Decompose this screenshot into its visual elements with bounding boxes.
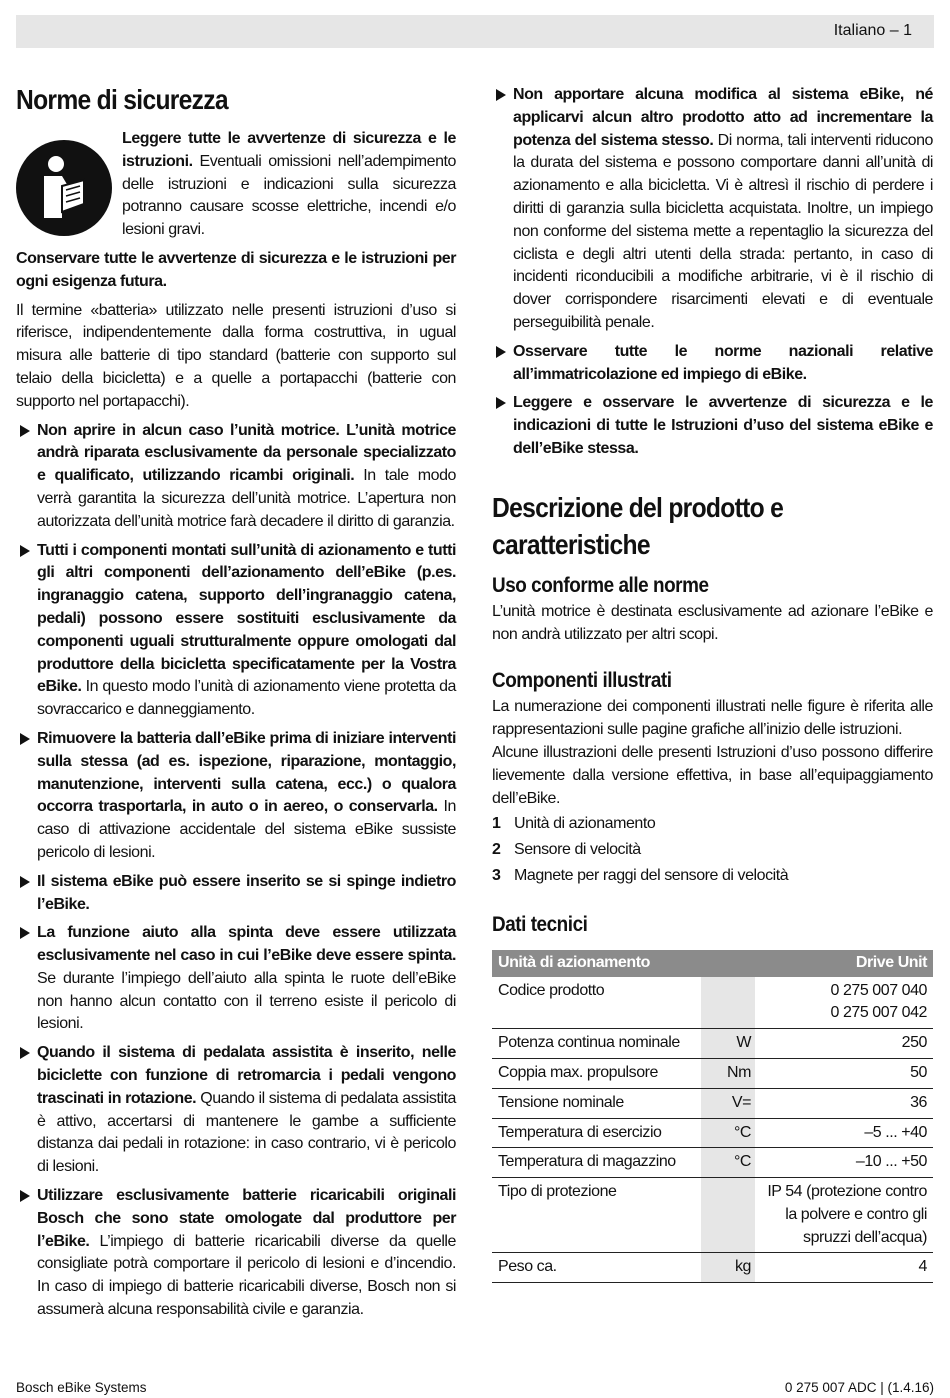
bullet-arrow-icon — [496, 346, 506, 358]
table-head-right: Drive Unit — [755, 950, 933, 977]
row-unit: °C — [701, 1148, 755, 1178]
component-item — [492, 839, 933, 862]
table-row — [492, 1148, 933, 1178]
bullet-text: Leggere e osservare le avvertenze di sicurezza e le indicazioni di tutte le Istruzioni d’uso del sistema eBike e dell’eBike stessa. — [513, 394, 933, 457]
intro-paragraph: Leggere tutte le avvertenze di sicurezza e le istruzioni. Eventuali omissioni nell’adempimento delle istruzioni e indicazioni sulla sicurezza potranno causare scosse elettriche, incendi e/o lesioni gravi. — [122, 130, 456, 239]
bullet-text: Utilizzare esclusivamente batterie ricaricabili originali Bosch che sono state omologate dal produttore per l’eBike. L’impiego di batterie ricaricabili diverse da quelle consigliate potrà comportare il pericolo di lesioni e d’incendio. In caso di impiego di batterie ricaricabili diverse, Bosch non si assumerà alcuna responsabilità civile e garanzia. — [37, 1187, 456, 1319]
table-row — [492, 1178, 933, 1253]
product-title: Descrizione del prodotto e caratteristiche — [492, 491, 784, 560]
row-unit — [701, 1178, 755, 1253]
page-number: Italiano – 1 — [833, 22, 912, 39]
table-body — [492, 977, 933, 1283]
table-head-unit — [701, 950, 755, 977]
row-unit: Nm — [701, 1058, 755, 1088]
tech-data-table — [492, 950, 933, 1284]
table-row — [492, 1029, 933, 1059]
right-column — [492, 84, 933, 1283]
row-label: Codice prodotto — [492, 977, 701, 1029]
safety-intro — [16, 128, 456, 242]
footer-brand: Bosch eBike Systems — [16, 1380, 147, 1395]
keep-instructions: Conservare tutte le avvertenze di sicurezza e le istruzioni per ogni esigenza futura. — [16, 249, 456, 290]
component-item — [492, 865, 933, 888]
row-unit: W — [701, 1029, 755, 1059]
component-number: 3 — [492, 866, 501, 884]
bullet-item — [16, 540, 456, 722]
row-unit: V= — [701, 1088, 755, 1118]
row-value: –10 ... +50 — [755, 1148, 933, 1178]
read-manual-icon — [16, 140, 112, 236]
bullet-arrow-icon — [20, 1190, 30, 1202]
bullet-text: Tutti i componenti montati sull’unità di azionamento e tutti gli altri componenti dell’azionamento dell’eBike (p.es. ingranaggio catena, supporto dell’ingranaggio catena, pedali) possono essere sostituiti esclusivamente da componenti uguali strutturalmente oppure omologati dal produttore della bicicletta specificatamente per la Vostra eBike. In questo modo l’unità di azionamento viene protetta da sovraccarico e danneggiamento. — [37, 541, 456, 719]
row-label: Temperatura di magazzino — [492, 1148, 701, 1178]
row-label: Tipo di protezione — [492, 1178, 701, 1253]
footer-code: 0 275 007 ADC | (1.4.16) — [784, 1380, 934, 1395]
tech-data-title: Dati tecnici — [492, 912, 588, 936]
row-value: 36 — [755, 1088, 933, 1118]
component-label: Unità di azionamento — [514, 815, 656, 833]
component-number: 2 — [492, 841, 501, 859]
bullet-arrow-icon — [20, 1047, 30, 1059]
table-row — [492, 1088, 933, 1118]
bullet-text: Non aprire in alcun caso l’unità motrice. L’unità motrice andrà riparata esclusivamente da personale specializzato e qualificato, utilizzando ricambi originali. In tale modo verrà garantita la sicurezza dell’unità motrice. L’apertura non autorizzata dell’unità motrice farà decadere il diritto di garanzia. — [37, 421, 456, 530]
left-column — [16, 84, 456, 1322]
table-header-row — [492, 950, 933, 977]
bullet-item — [16, 871, 456, 917]
components-text-1: La numerazione dei componenti illustrati nelle figure è riferita alle rappresentazioni sulle pagine grafiche all’inizio delle istruzioni. — [492, 698, 933, 739]
bullet-arrow-icon — [496, 89, 506, 101]
bullet-text: Rimuovere la batteria dall’eBike prima di iniziare interventi sulla stessa (ad es. ispezione, riparazione, montaggio, manutenzione, interventi sulla catena, ecc.) o qualora occorra trasportarla, in auto o in aereo, o conservarla. In caso di attivazione accidentale del sistema eBike sussiste pericolo di lesioni. — [37, 729, 456, 861]
row-unit — [701, 977, 755, 1029]
component-item — [492, 813, 933, 836]
table-row — [492, 977, 933, 1029]
battery-note: Il termine «batteria» utilizzato nelle presenti istruzioni d’uso si riferisce, indipendentemente dalla forma costruttiva, in ugual misura alle batterie di tipo standard (batterie con supporto sul telaio della bicicletta) e a quelle a portapacchi (batterie con supporto nel portapacchi). — [16, 301, 456, 410]
page-header-bar — [16, 15, 934, 48]
components-title: Componenti illustrati — [492, 669, 672, 693]
bullet-text: La funzione aiuto alla spinta deve essere utilizzata esclusivamente nel caso in cui l’eBike deve essere spinta. Se durante l’impiego dell’aiuto alla spinta le ruote dell’eBike non hanno alcun contatto con il terreno esiste il pericolo di lesioni. — [37, 924, 456, 1033]
bullet-arrow-icon — [20, 733, 30, 745]
row-label: Peso ca. — [492, 1253, 701, 1283]
row-value: IP 54 (protezione contro la polvere e contro gli spruzzi dell’acqua) — [755, 1178, 933, 1253]
bullet-arrow-icon — [20, 545, 30, 557]
bullet-arrow-icon — [20, 876, 30, 888]
bullet-arrow-icon — [496, 397, 506, 409]
row-value: –5 ... +40 — [755, 1118, 933, 1148]
bullet-item — [16, 1042, 456, 1179]
table-row — [492, 1058, 933, 1088]
row-value: 250 — [755, 1029, 933, 1059]
bullet-item — [492, 84, 933, 335]
component-label: Magnete per raggi del sensore di velocità — [514, 866, 789, 884]
table-head-left: Unità di azionamento — [492, 950, 701, 977]
bullet-item — [16, 420, 456, 534]
bullet-item — [492, 341, 933, 387]
row-label: Tensione nominale — [492, 1088, 701, 1118]
safety-title: Norme di sicurezza — [16, 84, 228, 115]
left-bullet-list — [16, 420, 456, 1322]
table-row — [492, 1118, 933, 1148]
bullet-text: Non apportare alcuna modifica al sistema eBike, né applicarvi alcun altro prodotto atto ad incrementare la potenza del sistema stesso. Di norma, tali interventi riducono la durata del sistema e possono comportare danni all’unità di azionamento e alla bicicletta. Vi è altresì il rischio di perdere i diritti di garanzia sulla bicicletta acquistata. Inoltre, un impiego non conforme del sistema mette a repentaglio la sicurezza del ciclista e degli altri utenti della strada: pertanto, in caso di incidenti riconducibili a modifiche arbitrarie, vi è il rischio di dover corrispondere risarcimenti elevati e di eventuale perseguibilità penale. — [513, 86, 933, 331]
component-label: Sensore di velocità — [514, 841, 641, 859]
bullet-text: Osservare tutte le norme nazionali relative all’immatricolazione ed impiego di eBike. — [513, 342, 933, 383]
bullet-arrow-icon — [20, 927, 30, 939]
right-bullet-list — [492, 84, 933, 461]
table-row — [492, 1253, 933, 1283]
use-text: L’unità motrice è destinata esclusivamente ad azionare l’eBike e non andrà utilizzato per altri scopi. — [492, 602, 933, 643]
bullet-text: Il sistema eBike può essere inserito se si spinge indietro l’eBike. — [37, 872, 456, 913]
bullet-arrow-icon — [20, 425, 30, 437]
row-label: Coppia max. propulsore — [492, 1058, 701, 1088]
row-label: Potenza continua nominale — [492, 1029, 701, 1059]
component-number: 1 — [492, 815, 501, 833]
row-value: 50 — [755, 1058, 933, 1088]
bullet-item — [16, 922, 456, 1036]
bullet-item — [492, 392, 933, 460]
bullet-text: Quando il sistema di pedalata assistita è inserito, nelle biciclette con funzione di retromarcia i pedali vengono trascinati in rotazione. Quando il sistema di pedalata assistita è attivo, accertarsi di mantenere le gambe a sufficiente distanza dai pedali in rotazione: in caso contrario, vi è pericolo di lesioni. — [37, 1044, 456, 1176]
bullet-item — [16, 1185, 456, 1322]
row-value: 0 275 007 040 0 275 007 042 — [755, 977, 933, 1029]
use-title: Uso conforme alle norme — [492, 573, 709, 597]
row-label: Temperatura di esercizio — [492, 1118, 701, 1148]
components-text-2: Alcune illustrazioni delle presenti Istruzioni d’uso possono differire lievemente dalla versione effettiva, in base all’equipaggiamento dell’eBike. — [492, 743, 933, 807]
row-value: 4 — [755, 1253, 933, 1283]
components-list — [492, 813, 933, 887]
bullet-item — [16, 728, 456, 865]
row-unit: kg — [701, 1253, 755, 1283]
row-unit: °C — [701, 1118, 755, 1148]
